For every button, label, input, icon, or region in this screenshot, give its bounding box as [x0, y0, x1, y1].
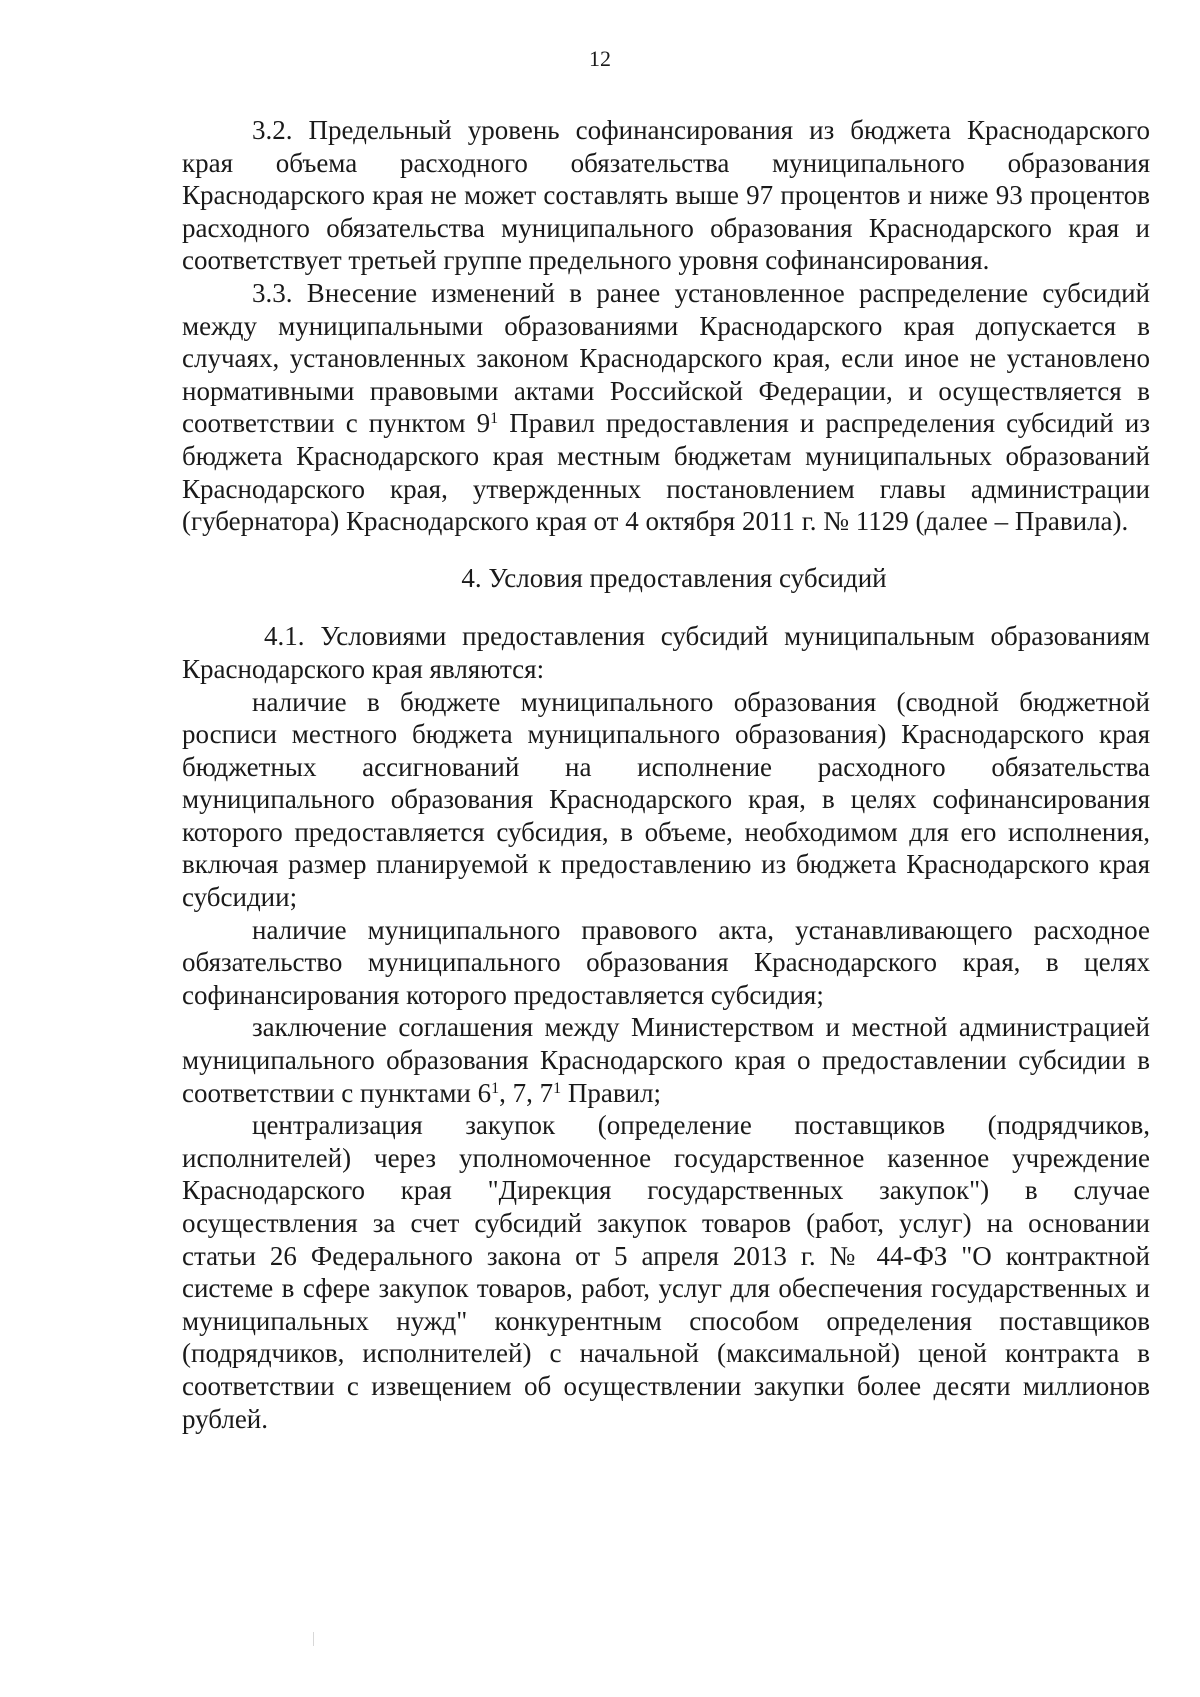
superscript: 1 [491, 1079, 500, 1097]
condition-agreement-text-after: Правил; [561, 1077, 662, 1108]
paragraph-3-3 [182, 277, 1150, 538]
paragraph-3-2: 3.2. Предельный уровень софинансирования из бюджета Краснодарского края объема расходного обязательства муниципального образования Краснодарского края не может составлять выше 97 процентов и ниже 93 процентов расходного обязательства муниципального образования Краснодарского края и соответствует третьей группе предельного уровня софинансирования. [182, 115, 1150, 276]
condition-agreement-text-before: заключение соглашения между Министерством и местной администрацией муниципального образования Краснодарского края о предоставлении субсидии в соответствии с пунктами 6 [182, 1012, 1150, 1108]
paragraph-3-3-text-before: 3.3. Внесение изменений в ранее установленное распределение субсидий между муниципальными образованиями Краснодарского края допускается в случаях, установленных законом Краснодарского края, если иное не установлено нормативными правовыми актами Российской Федерации, и осуществляется в соответствии с пунктом 9 [182, 277, 1150, 439]
paragraph-3-3-text-after: Правил предоставления и распределения субсидий из бюджета Краснодарского края местным бюджетам муниципальных образований Краснодарского края, утвержденных постановлением главы администрации (губернатора) Краснодарского края от 4 октября 2011 г. № 1129 (далее – Правила). [182, 408, 1150, 537]
section-heading-4: 4. Условия предоставления субсидий [461, 562, 887, 593]
condition-agreement-text-middle: , 7, 7 [499, 1077, 554, 1108]
condition-budget-allocation: наличие в бюджете муниципального образования (сводной бюджетной росписи местного бюджета муниципального образования) Краснодарского края бюджетных ассигнований на исполнение расходного обязательства муниципального образования Краснодарского края, в целях софинансирования которого предоставляется субсидия, в объеме, необходимом для его исполнения, включая размер планируемой к предоставлению из бюджета Краснодарского края субсидии; [182, 686, 1150, 913]
superscript: 1 [490, 410, 499, 428]
paragraph-4-1: 4.1. Условиями предоставления субсидий муниципальным образованиям Краснодарского края являются: [182, 621, 1150, 684]
scan-artifact [313, 1632, 314, 1646]
superscript: 1 [553, 1079, 562, 1097]
condition-agreement [182, 1011, 1150, 1109]
condition-municipal-act: наличие муниципального правового акта, устанавливающего расходное обязательство муниципального образования Краснодарского края, в целях софинансирования которого предоставляется субсидия; [182, 914, 1150, 1010]
document-body [182, 114, 1150, 1435]
page-number: 12 [589, 46, 611, 71]
condition-centralized-procurement: централизация закупок (определение поставщиков (подрядчиков, исполнителей) через уполномоченное государственное казенное учреждение Краснодарского края "Дирекция государственных закупок") в случае осуществления за счет субсидий закупок товаров (работ, услуг) на основании статьи 26 Федерального закона от 5 апреля 2013 г. № 44-ФЗ "О контрактной системе в сфере закупок товаров, работ, услуг для обеспечения государственных и муниципальных нужд" конкурентным способом определения поставщиков (подрядчиков, исполнителей) с начальной (максимальной) ценой контракта в соответствии с извещением об осуществлении закупки более десяти миллионов рублей. [182, 1110, 1150, 1434]
